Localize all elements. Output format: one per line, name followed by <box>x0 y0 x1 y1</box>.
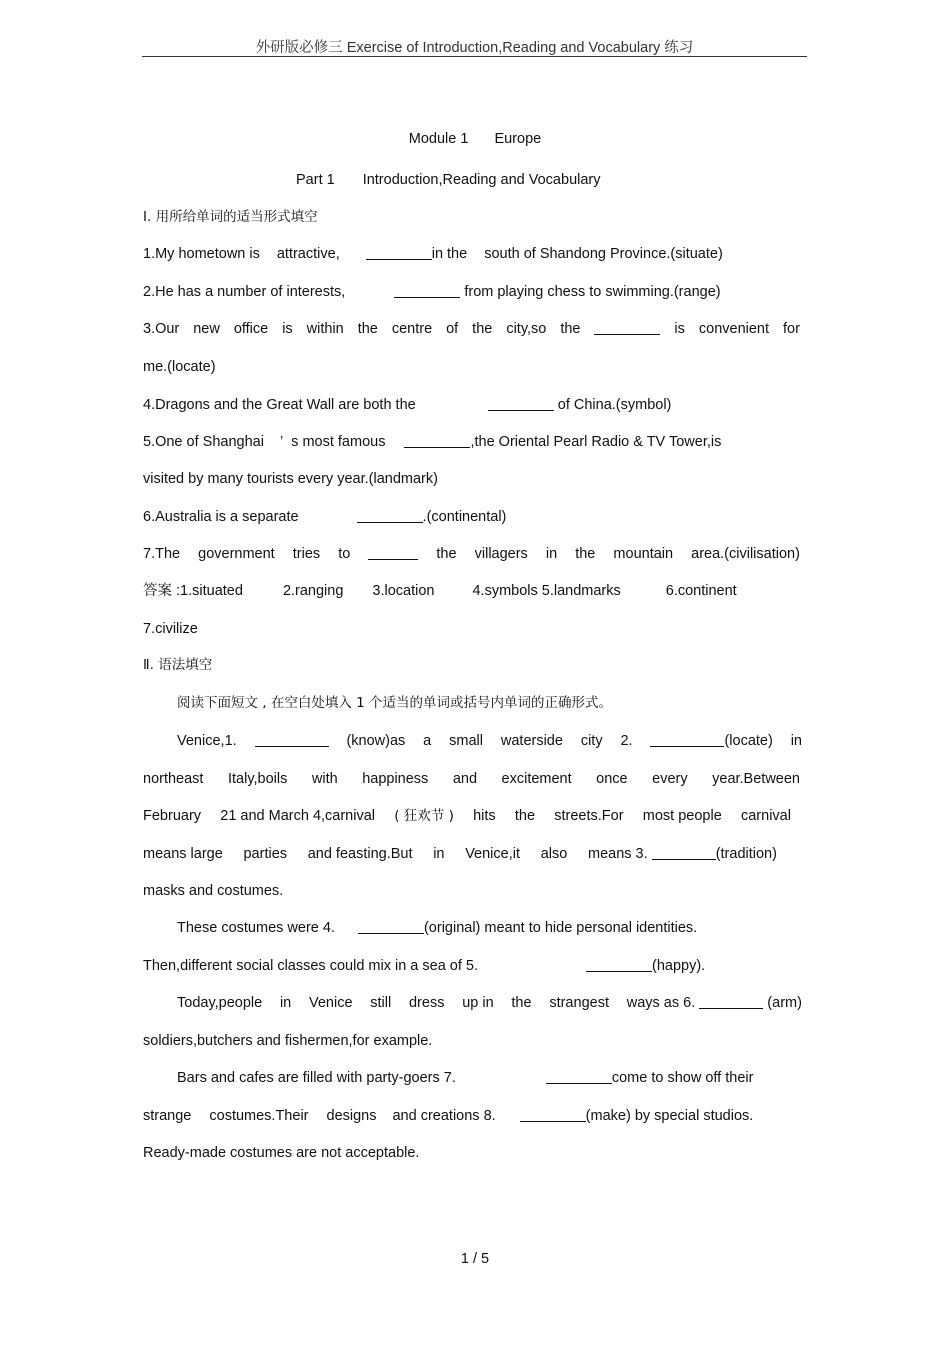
question-4: 4.Dragons and the Great Wall are both the of China.(symbol) <box>143 397 672 413</box>
answer-blank[interactable] <box>488 396 554 411</box>
part-number: Part 1 <box>296 172 335 188</box>
passage-p4-line3: Ready-made costumes are not acceptable. <box>143 1145 420 1161</box>
passage-p1-line2: northeast Italy,boils with happiness and excitement once every year.Between <box>143 771 800 787</box>
passage-p2-line1: These costumes were 4. (original) meant to hide personal identities. <box>177 920 698 936</box>
section2-heading: Ⅱ. 语法填空 <box>143 657 213 673</box>
question-5-cont: visited by many tourists every year.(landmark) <box>143 471 438 487</box>
question-7: 7.The government tries to the villagers in the mountain area.(civilisation) <box>143 546 800 562</box>
part-name: Introduction,Reading and Vocabulary <box>362 172 601 188</box>
answer-blank[interactable] <box>586 957 652 972</box>
question-5: 5.One of Shanghai ’ s most famous ,the Oriental Pearl Radio & TV Tower,is <box>143 434 722 450</box>
passage-p2-line2: Then,different social classes could mix in a sea of 5. (happy). <box>143 958 706 974</box>
passage-p3-line2: soldiers,butchers and fishermen,for example. <box>143 1033 433 1049</box>
passage-p1-line4: means large parties and feasting.But in Venice,it also means 3. (tradition) <box>143 846 777 862</box>
answer-blank[interactable] <box>368 545 418 560</box>
answers-line: 答案 :1.situated 2.ranging 3.location 4.symbols 5.landmarks 6.continent <box>143 583 737 599</box>
passage-p1-line3: February 21 and March 4,carnival ( 狂欢节 ) hits the streets.For most people carnival <box>143 808 791 824</box>
question-6: 6.Australia is a separate .(continental) <box>143 509 507 525</box>
answer-blank[interactable] <box>366 245 432 260</box>
answer-blank[interactable] <box>404 433 470 448</box>
question-3: 3.Our new office is within the centre of the city,so the is convenient for <box>143 321 800 337</box>
passage-p3-line1: Today,people in Venice still dress up in the strangest ways as 6. (arm) <box>177 995 802 1011</box>
question-1: 1.My hometown is attractive, in the south of Shandong Province.(situate) <box>143 246 723 262</box>
answer-blank[interactable] <box>652 845 716 860</box>
passage-p4-line2: strange costumes.Their designs and creations 8. (make) by special studios. <box>143 1108 754 1124</box>
answer-blank[interactable] <box>546 1069 612 1084</box>
answer-blank[interactable] <box>650 732 724 747</box>
answer-blank[interactable] <box>357 508 423 523</box>
answer-blank[interactable] <box>594 320 660 335</box>
question-3-cont: me.(locate) <box>143 359 216 375</box>
answer-blank[interactable] <box>699 994 763 1009</box>
section2-instruction: 阅读下面短文 , 在空白处填入 1 个适当的单词或括号内单词的正确形式。 <box>177 695 613 711</box>
module-number: Module 1 <box>408 131 469 147</box>
answer-blank[interactable] <box>520 1107 586 1122</box>
section1-heading: Ⅰ. 用所给单词的适当形式填空 <box>143 209 318 225</box>
answer-blank[interactable] <box>394 283 460 298</box>
module-name: Europe <box>494 131 542 147</box>
page-number: 1 / 5 <box>460 1251 490 1267</box>
module-title <box>0 130 950 148</box>
answer-blank[interactable] <box>358 919 424 934</box>
header-rule <box>142 56 807 57</box>
answer-blank[interactable] <box>255 732 329 747</box>
passage-p1-line1: Venice,1. (know)as a small waterside city 2. (locate) in <box>177 733 802 749</box>
page-header: 外研版必修三 Exercise of Introduction,Reading and Vocabulary 练习 <box>255 40 694 56</box>
question-2: 2.He has a number of interests, from playing chess to swimming.(range) <box>143 284 721 300</box>
part-title <box>296 171 601 189</box>
passage-p4-line1: Bars and cafes are filled with party-goers 7. come to show off their <box>177 1070 754 1086</box>
answers-line-cont: 7.civilize <box>143 621 198 637</box>
passage-p1-line5: masks and costumes. <box>143 883 284 899</box>
